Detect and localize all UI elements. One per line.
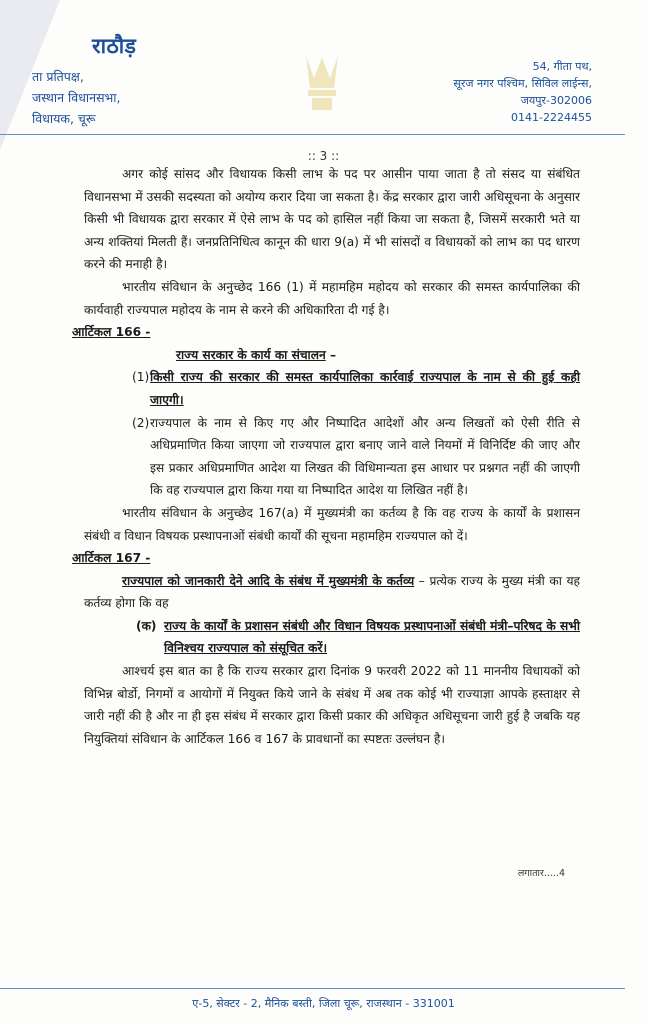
paragraph: अगर कोई सांसद और विधायक किसी लाभ के पद पर आसीन पाया जाता है तो संसद या संबंधित विधानसभा में उसकी सदस्यता को अयोग्य करार दिया जा सकता है। केंद्र सरकार द्वारा जारी अधिसूचना के अनुसार किसी भी विधायक द्वारा सरकार में ऐसे लाभ के पद को हासिल नहीं किया जा सकता है, जिसमें सरकारी भते या अन्य शक्तियां मिलती हैं। जनप्रतिनिधित्व कानून की धारा 9(a) में भी सांसदों व विधायकों को लाभ का पद धारण करने की मनाही है। [84, 167, 580, 272]
letterhead-name: राठौड़ [92, 34, 137, 58]
footer-divider [0, 988, 625, 989]
clause-text: राज्यपाल के नाम से किए गए और निष्पादित आदेशों और अन्य लिखतों को ऐसी रीति से अधिप्रमाणित किया जाएगा जो राज्यपाल द्वारा बनाए जाने वाले नियमों में विनिर्दिष्ट की जाए और इस प्रकार अधिप्रमाणित आदेश या लिखत की विधिमान्यता इस आधार पर प्रश्नगत नहीं की जाएगी कि वह राज्यपाल द्वारा किया गया या निष्पादित आदेश या लिखित नहीं है। [150, 415, 580, 498]
paragraph: भारतीय संविधान के अनुच्छेद 166 (1) में महामहिम महोदय को सरकार की समस्त कार्यपालिका की कार्यवाही राज्यपाल महोदय के नाम से करने की अधिकारिता दी गई है। [84, 279, 580, 317]
address-line: 54, गीता पथ, [532, 60, 592, 73]
address-line: सूरज नगर पश्चिम, सिविल लाईन्स, [453, 77, 592, 90]
article-heading-166: आर्टिकल 166 - [72, 325, 151, 340]
clause-item [132, 412, 580, 502]
letterhead-left [32, 66, 121, 129]
subheading-text: राज्यपाल को जानकारी देने आदि के संबंध में मुख्यमंत्री के कर्तव्य [122, 573, 415, 588]
emblem-icon [298, 48, 346, 118]
phone-number: 0141-2224455 [511, 111, 592, 124]
article-subheading [84, 570, 580, 615]
letterhead-address [453, 58, 592, 126]
continued-note: लगातार.....4 [517, 868, 565, 879]
letterhead-left-line: विधायक, चूरू [32, 111, 96, 126]
clause-number: (2) [132, 415, 150, 430]
page-number: :: 3 :: [307, 149, 340, 163]
letterhead-left-line: ता प्रतिपक्ष, [32, 69, 84, 84]
subheading-dash: – [325, 347, 337, 362]
clause-text: राज्य के कार्यों के प्रशासन संबंधी और विधान विषयक प्रस्थापनाओं संबंधी मंत्री–परिषद के सभी विनिश्चय राज्यपाल को संसूचित करें। [164, 618, 580, 656]
clause-text: किसी राज्य की सरकार की समस्त कार्यपालिका कार्रवाई राज्यपाल के नाम से की हुई कही जाएगी। [150, 370, 580, 407]
footer-address: ए-5, सेक्टर - 2, मैनिक बस्ती, जिला चूरू, राजस्थान - 331001 [192, 997, 455, 1010]
clause-item [132, 366, 580, 411]
clause-number: (1) [132, 370, 150, 385]
article-subheading [176, 344, 580, 367]
clause-item [136, 615, 580, 660]
letterhead-divider [0, 134, 625, 135]
paragraph: भारतीय संविधान के अनुच्छेद 167(a) में मुख्यमंत्री का कर्तव्य है कि वह राज्य के कार्यों के प्रशासन संबंधी व विधान विषयक प्रस्थापनाओं संबंधी कार्यों की सूचना महामहिम राज्यपाल को दें। [84, 505, 580, 543]
address-line: जयपुर-302006 [520, 94, 592, 107]
letter-body [72, 163, 580, 750]
clause-number: (क) [136, 618, 157, 633]
letterhead-left-line: जस्थान विधानसभा, [32, 90, 121, 105]
paragraph: आश्चर्य इस बात का है कि राज्य सरकार द्वारा दिनांक 9 फरवरी 2022 को 11 माननीय विधायकों को विभिन्न बोर्डो, निगमों व आयोगों में नियुक्त किये जाने के संबंध में अब तक कोई भी राज्याज्ञा आपके हस्ताक्षर से जारी नहीं की है और ना ही इस संबंध में सरकार द्वारा किसी प्रकार की अधिकृत अधिसूचना जारी हुई है जबकि यह नियुक्तियां संविधान के आर्टिकल 166 व 167 के प्रावधानों का स्पष्टतः उल्लंघन है। [84, 664, 580, 746]
article-heading-167: आर्टिकल 167 - [72, 551, 151, 566]
subheading-text: राज्य सरकार के कार्य का संचालन [176, 347, 326, 362]
subheading-rest: – प्रत्येक राज्य के मुख्य मंत्री का यह कर्तव्य होगा कि वह [84, 573, 580, 611]
